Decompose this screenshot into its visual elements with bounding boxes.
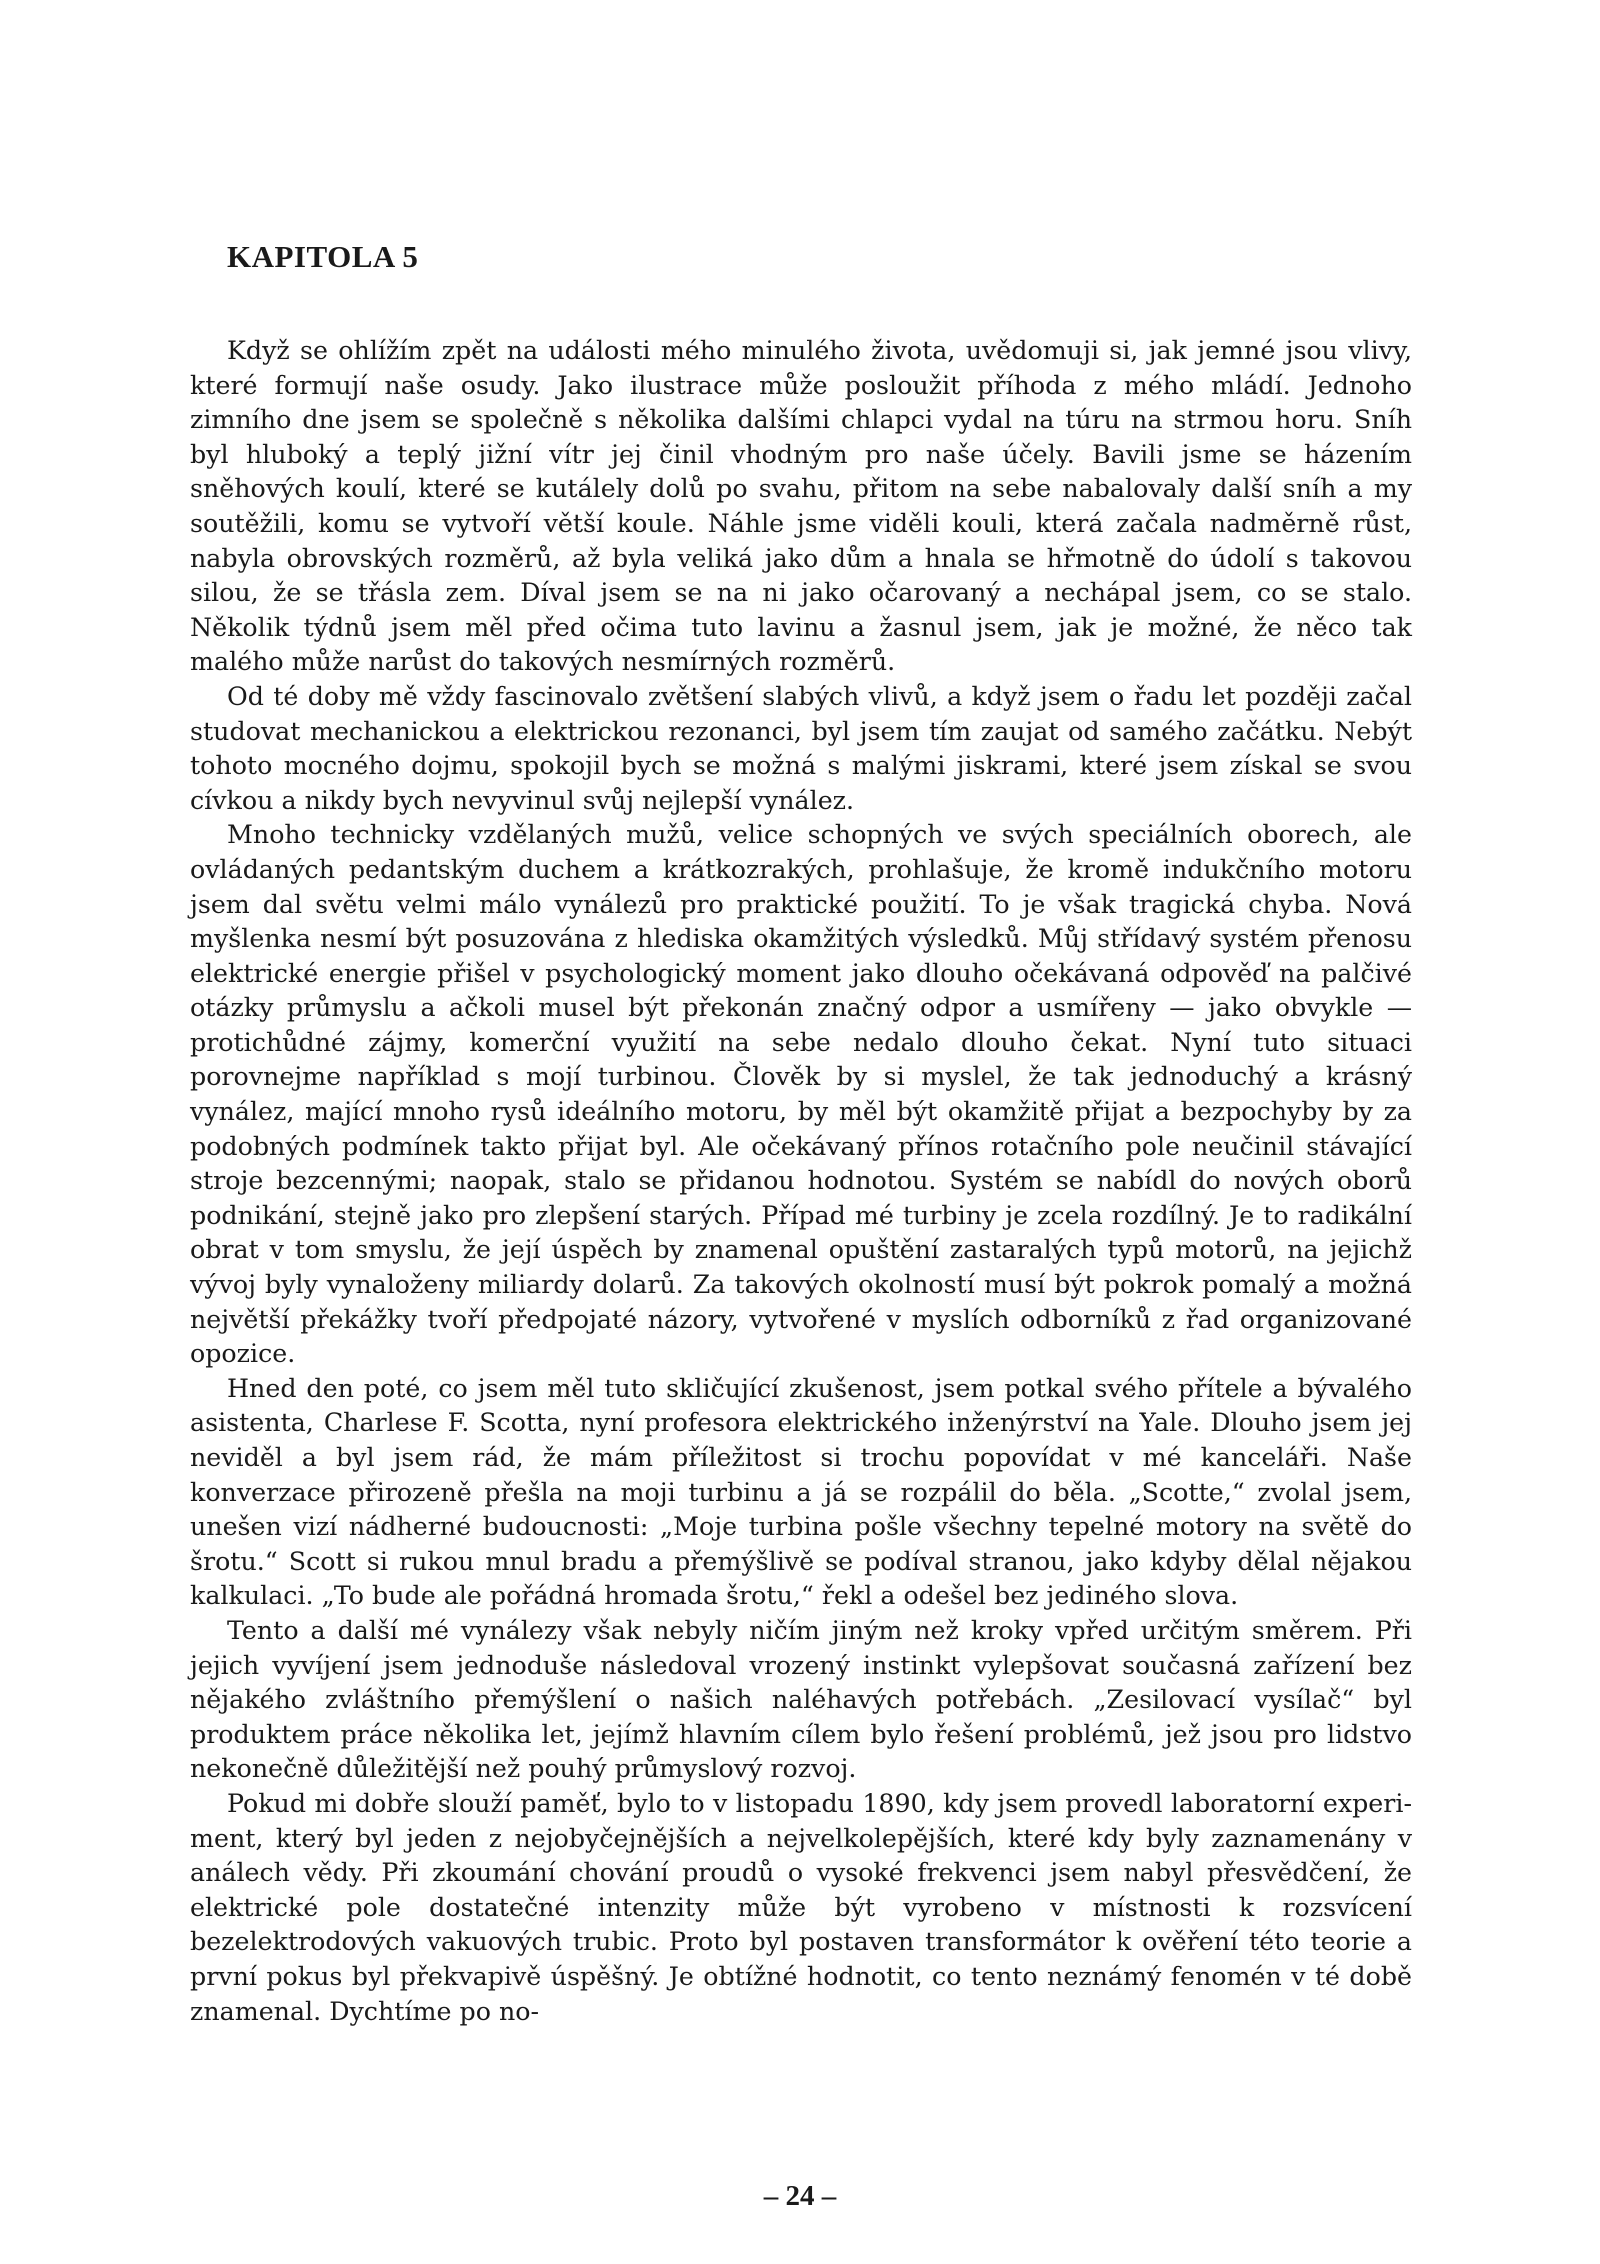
chapter-heading: KAPITOLA 5 [227,239,419,274]
paragraph-5: Tento a další mé vynálezy však nebyly ničím jiným než kroky vpřed určitým směrem. Při jejich vyvíjení jsem jednoduše následoval vrozený instinkt vylepšovat současná zařízení bez nějakého zvláštního přemýšlení o našich naléhavých potřebách. „Zesilovací vysílač“ byl produktem práce několika let, jejímž hlavním cílem bylo řešení problémů, jež jsou pro lidstvo nekonečně důležitější než pouhý průmyslový rozvoj. [190,1615,1412,1784]
paragraph-3: Mnoho technicky vzdělaných mužů, velice schopných ve svých speciálních oborech, ale ovládaných pedantským duchem a krátkozrakých, prohlašuje, že kromě indukčního motoru jsem dal světu velmi málo vynálezů pro praktické použití. To je však tragická chyba. Nová myšlenka nesmí být posuzována z hlediska okamžitých výsledků. Můj střídavý systém přenosu elektrické energie přišel v psychologický moment jako dlouho očekávaná odpověď na palčivé otázky průmyslu a ačkoli musel být překonán značný odpor a usmířeny — jako obvykle — protichůdné zájmy, komerční využití na sebe nedalo dlouho čekat. Nyní tuto situaci porovnejme například s mojí turbinou. Člověk by si myslel, že tak jednoduchý a krásný vynález, mající mnoho rysů ideálního motoru, by měl být okamžitě přijat a bezpochyby by za podobných podmínek takto přijat byl. Ale očekávaný přínos rotačního pole neučinil stávající stroje bezcennými; naopak, stalo se přidanou hodnotou. Systém se nabídl do nových oborů podnikání, stejně jako pro zlepšení starých. Případ mé turbiny je zcela rozdílný. Je to radikální obrat v tom smyslu, že její úspěch by znamenal opuštění zastaralých typů motorů, na jejichž vývoj byly vynaloženy miliardy dolarů. Za takových okolností musí být pokrok pomalý a možná největší překážky tvoří předpojaté názory, vytvořené v myslích odborníků z řad organizované opozice. [190,820,1412,1369]
paragraph-2: Od té doby mě vždy fascinovalo zvětšení slabých vlivů, a když jsem o řadu let později začal studovat mechanickou a elektrickou rezonanci, byl jsem tím zaujat od samého začátku. Nebýt tohoto mocného dojmu, spokojil bych se možná s malými jiskrami, které jsem získal se svou cívkou a nikdy bych nevyvinul svůj nejlepší vynález. [190,681,1412,815]
paragraph-4: Hned den poté, co jsem měl tuto skličující zkušenost, jsem potkal svého přítele a bývalého asistenta, Charlese F. Scotta, nyní profesora elektrického inženýrství na Yale. Dlouho jsem jej neviděl a byl jsem rád, že mám příležitost si trochu popovídat v mé kanceláři. Naše konverzace přirozeně přešla na moji turbinu a já se rozpálil do běla. „Scotte,“ zvolal jsem, unešen vizí nádherné budoucnosti: „Moje turbina pošle všechny tepelné motory na světě do šrotu.“ Scott si rukou mnul bradu a přemýšlivě se podíval stranou, jako kdyby dělal nějakou kalkulaci. „To bude ale pořádná hromada šrotu,“ řekl a odešel bez jediného slova. [190,1373,1412,1611]
paragraph-1: Když se ohlížím zpět na události mého minulého života, uvědomuji si, jak jemné jsou vlivy, které formují naše osudy. Jako ilustrace může posloužit příhoda z mého mládí. Jednoho zimního dne jsem se společně s několika dalšími chlapci vydal na túru na strmou horu. Sníh byl hluboký a teplý jižní vítr jej činil vhodným pro naše účely. Bavili jsme se házením sněhových koulí, které se kutálely dolů po svahu, přitom na sebe nabalovaly další sníh a my soutěžili, komu se vytvoří větší koule. Náhle jsme viděli kouli, která začala nadměrně růst, nabyla obrovských rozměrů, až byla veliká jako dům a hnala se hřmotně do údolí s takovou silou, že se třásla zem. Díval jsem se na ni jako očarovaný a nechápal jsem, co se stalo. Několik týdnů jsem měl před očima tuto lavinu a žasnul jsem, jak je možné, že něco tak malého může narůst do takových nesmírných rozměrů. [190,336,1412,677]
paragraph-6: Pokud mi dobře slouží paměť, bylo to v listopadu 1890, kdy jsem provedl laboratorní experiment, který byl jeden z nejobyčejnějších a nejvelkolepějších, které kdy byly zaznamenány v análech vědy. Při zkoumání chování proudů o vysoké frekvenci jsem nabyl přesvědčení, že elektrické pole dostatečné intenzity může být vyrobeno v místnosti k rozsvícení bezelektrodových vakuových trubic. Proto byl postaven transformátor k ověření této teorie a první pokus byl překvapivě úspěšný. Je obtížné hodnotit, co tento neznámý fenomén v té době znamenal. Dychtíme po no- [190,1788,1412,2026]
page-number: – 24 – [763,2180,837,2212]
book-page [190,232,1412,2026]
chapter-body [190,334,1412,2029]
